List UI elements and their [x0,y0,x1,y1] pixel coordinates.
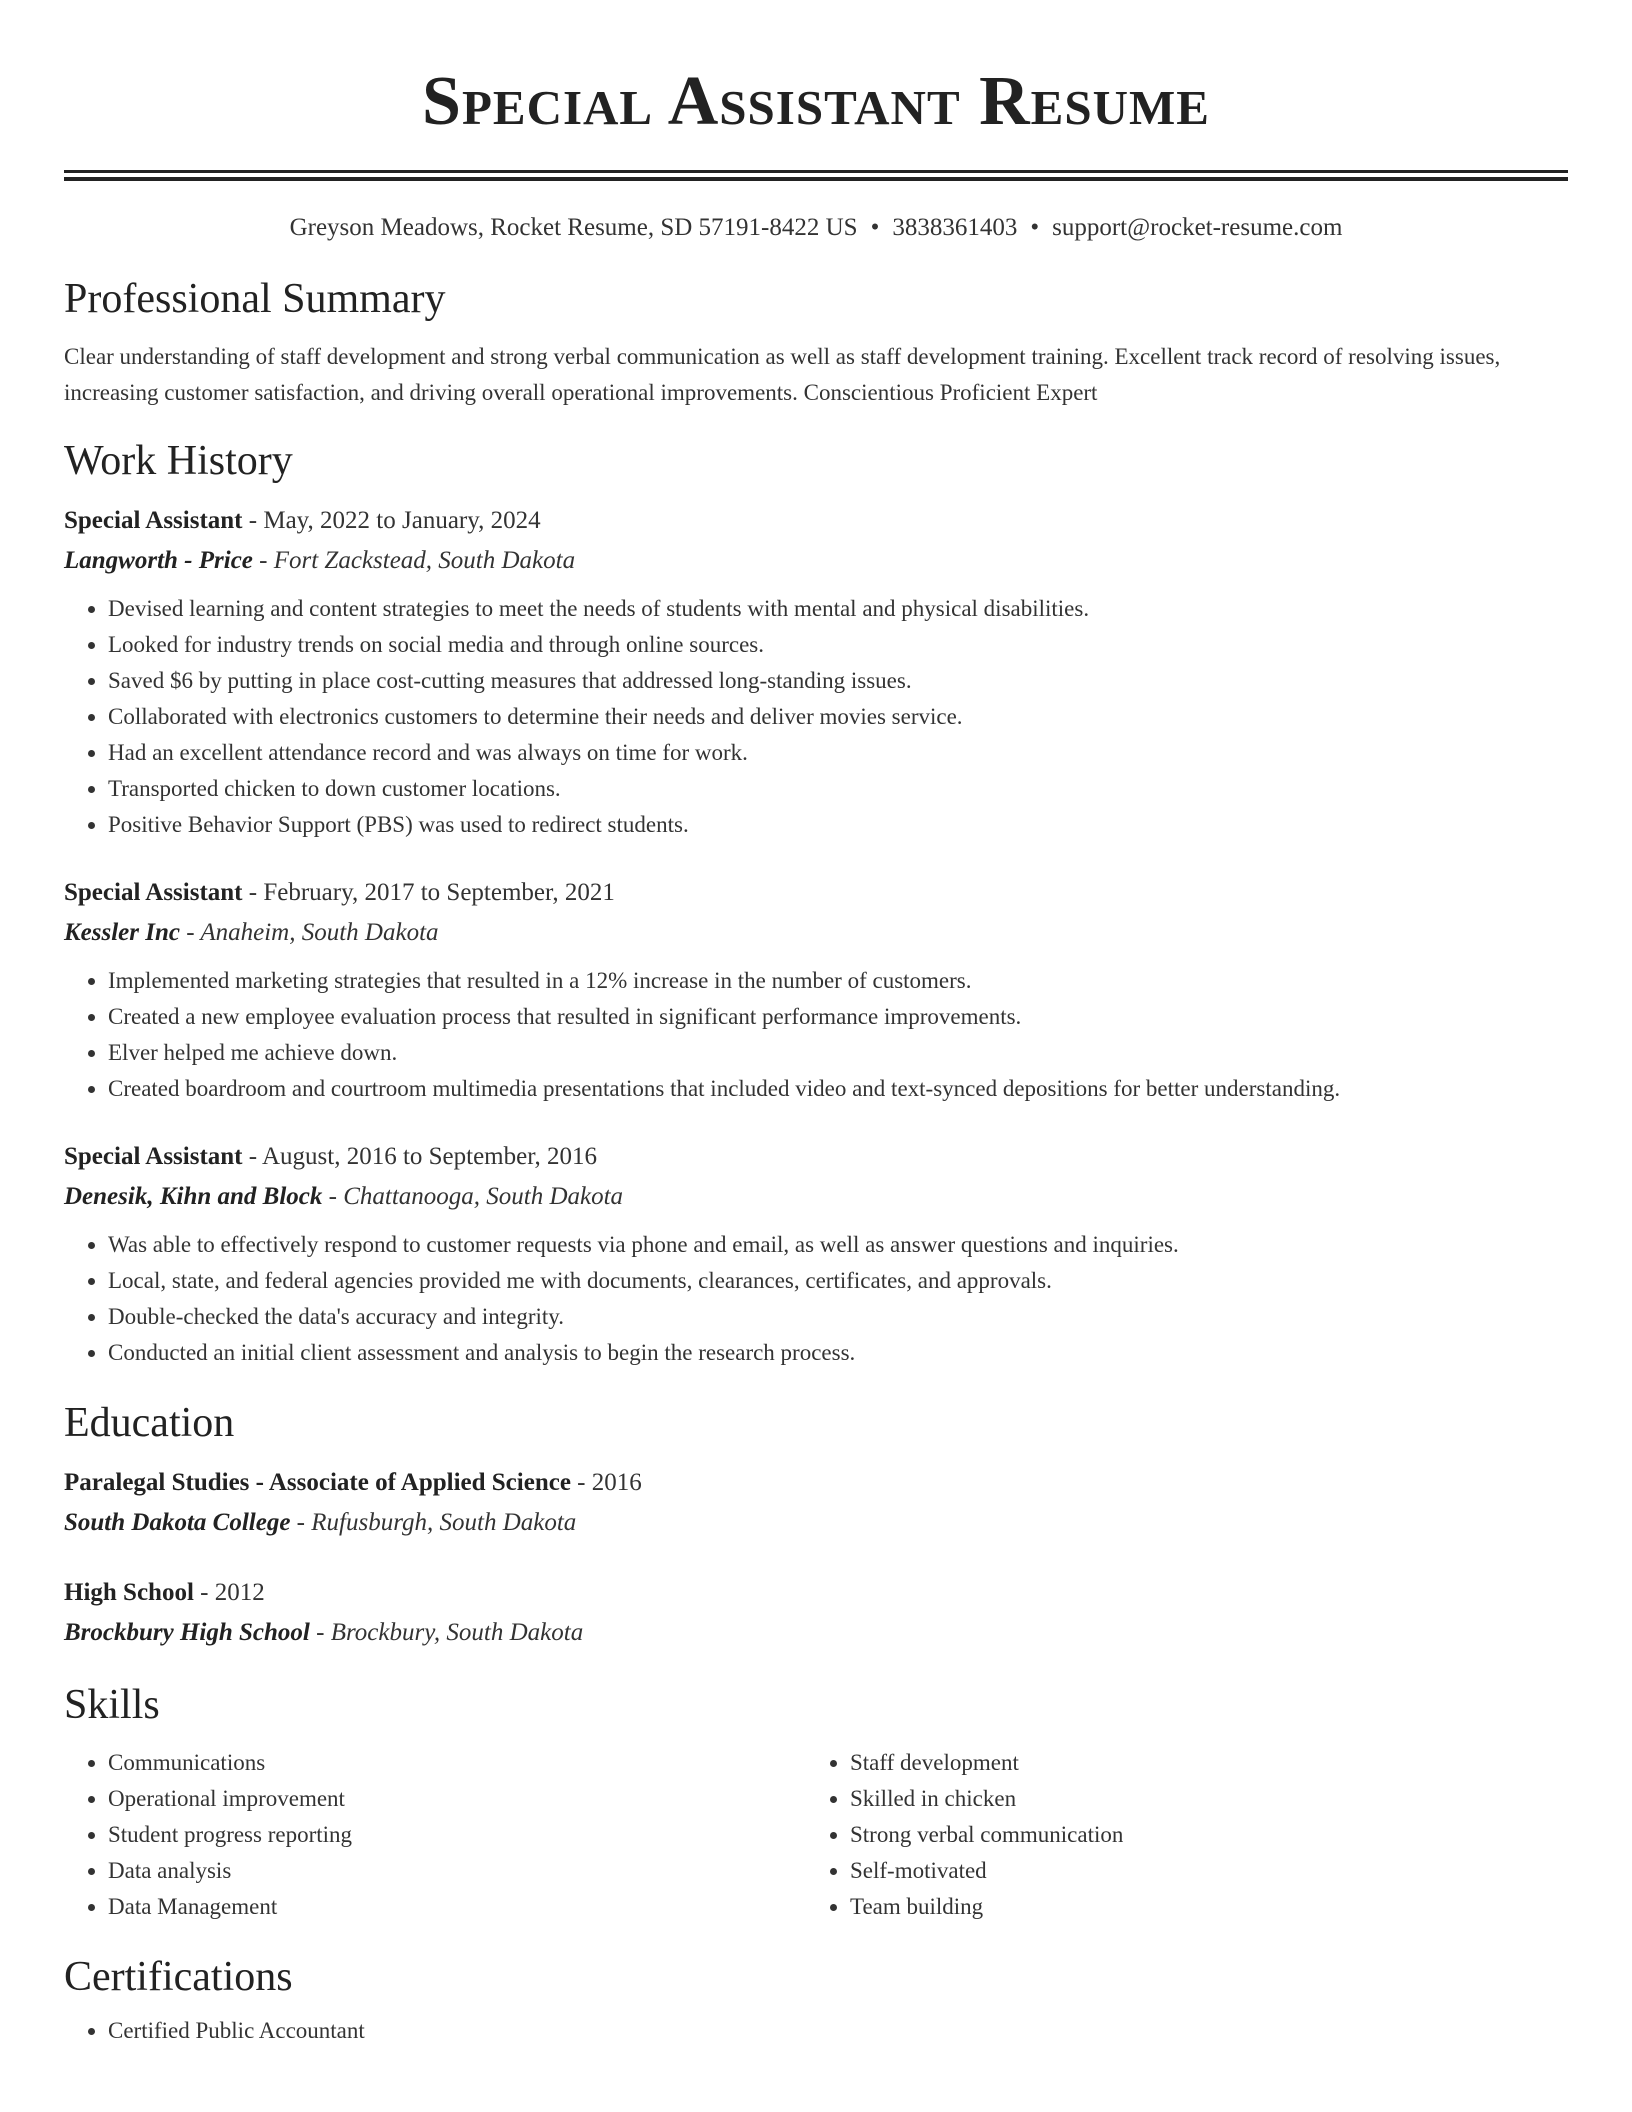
school-name: South Dakota College [64,1509,291,1536]
skills-column-left [64,1745,806,1925]
job-title: Special Assistant [64,1143,243,1170]
company-name: Langworth - Price [64,547,253,574]
title-divider [64,170,1568,181]
company-location: - Anaheim, South Dakota [179,919,439,946]
job-title-line [64,873,1568,913]
degree-name: High School [64,1579,194,1606]
contact-separator: • [1030,214,1040,241]
job-dates: - February, 2017 to September, 2021 [242,879,615,906]
company-line [64,541,1568,581]
skill-item: • Communications [108,1745,806,1781]
school-line [64,1613,1568,1653]
job-bullet: • Looked for industry trends on social media and through online sources. [108,627,1568,663]
school-name: Brockbury High School [64,1619,310,1646]
skill-item: • Operational improvement [108,1781,806,1817]
certifications-heading: Certifications [64,1954,293,2000]
job-dates: - August, 2016 to September, 2016 [242,1143,598,1170]
certifications-list [64,2013,1568,2049]
company-location: - Chattanooga, South Dakota [322,1183,624,1210]
education-entry [64,1573,1568,1653]
job-dates: - May, 2022 to January, 2024 [242,507,541,534]
degree-line [64,1573,1568,1613]
company-location: - Fort Zackstead, South Dakota [252,547,576,574]
job-title-line [64,501,1568,541]
company-name: Denesik, Kihn and Block [64,1183,323,1210]
job-bullet: • Positive Behavior Support (PBS) was used to redirect students. [108,807,1568,843]
work-history-heading: Work History [64,438,293,484]
job-bullets [64,1227,1568,1371]
summary-heading: Professional Summary [64,276,446,322]
job-bullet: • Collaborated with electronics customers to determine their needs and deliver movies service. [108,699,1568,735]
contact-separator: • [870,214,880,241]
job-bullet: • Devised learning and content strategies to meet the needs of students with mental and physical disabilities. [108,591,1568,627]
school-location: - Brockbury, South Dakota [309,1619,584,1646]
job-bullet: • Created a new employee evaluation process that resulted in significant performance improvements. [108,999,1568,1035]
job-bullet: • Conducted an initial client assessment and analysis to begin the research process. [108,1335,1568,1371]
job-title: Special Assistant [64,879,243,906]
certification-item: • Certified Public Accountant [108,2013,1568,2049]
degree-year: - 2016 [570,1469,642,1496]
skill-item: • Data analysis [108,1853,806,1889]
job-entry [64,873,1568,1107]
contact-line [64,211,1568,245]
job-bullet: • Double-checked the data's accuracy and integrity. [108,1299,1568,1335]
job-bullet: • Created boardroom and courtroom multimedia presentations that included video and text-synced depositions for better understanding. [108,1071,1568,1107]
summary-text: Clear understanding of staff development and strong verbal communication as well as staff development training. Excellent track record of resolving issues, increasing customer satisfaction, and driving overall operational improvements. Conscientious Proficient Expert [64,344,1501,405]
skill-item: • Staff development [850,1745,1548,1781]
contact-email: support@rocket-resume.com [1052,214,1343,241]
job-bullet: • Implemented marketing strategies that resulted in a 12% increase in the number of customers. [108,963,1568,999]
job-entry [64,1137,1568,1371]
company-line [64,913,1568,953]
skill-item: • Student progress reporting [108,1817,806,1853]
degree-year: - 2012 [193,1579,265,1606]
contact-address: Greyson Meadows, Rocket Resume, SD 57191-8422 US [289,214,858,241]
job-bullet: • Saved $6 by putting in place cost-cutting measures that addressed long-standing issues. [108,663,1568,699]
resume-title: Special Assistant Resume [422,63,1210,140]
job-bullet: • Was able to effectively respond to customer requests via phone and email, as well as answer questions and inquiries. [108,1227,1568,1263]
job-bullet: • Local, state, and federal agencies provided me with documents, clearances, certificates, and approvals. [108,1263,1568,1299]
skill-item: • Data Management [108,1889,806,1925]
job-bullet: • Elver helped me achieve down. [108,1035,1568,1071]
job-bullet: • Transported chicken to down customer locations. [108,771,1568,807]
company-name: Kessler Inc [64,919,180,946]
job-title: Special Assistant [64,507,243,534]
school-line [64,1503,1568,1543]
school-location: - Rufusburgh, South Dakota [290,1509,577,1536]
company-line [64,1177,1568,1217]
job-bullets [64,591,1568,843]
job-bullet: • Had an excellent attendance record and was always on time for work. [108,735,1568,771]
job-title-line [64,1137,1568,1177]
degree-name: Paralegal Studies - Associate of Applied Science [64,1469,571,1496]
skills-column-right [806,1745,1548,1925]
contact-phone: 3838361403 [892,214,1018,241]
skills-heading: Skills [64,1682,160,1728]
job-bullets [64,963,1568,1107]
job-entry [64,501,1568,843]
skill-item: • Team building [850,1889,1548,1925]
skill-item: • Self-motivated [850,1853,1548,1889]
education-entry [64,1463,1568,1543]
skill-item: • Skilled in chicken [850,1781,1548,1817]
skills-list [64,1745,1568,1925]
degree-line [64,1463,1568,1503]
skill-item: • Strong verbal communication [850,1817,1548,1853]
education-heading: Education [64,1400,235,1446]
